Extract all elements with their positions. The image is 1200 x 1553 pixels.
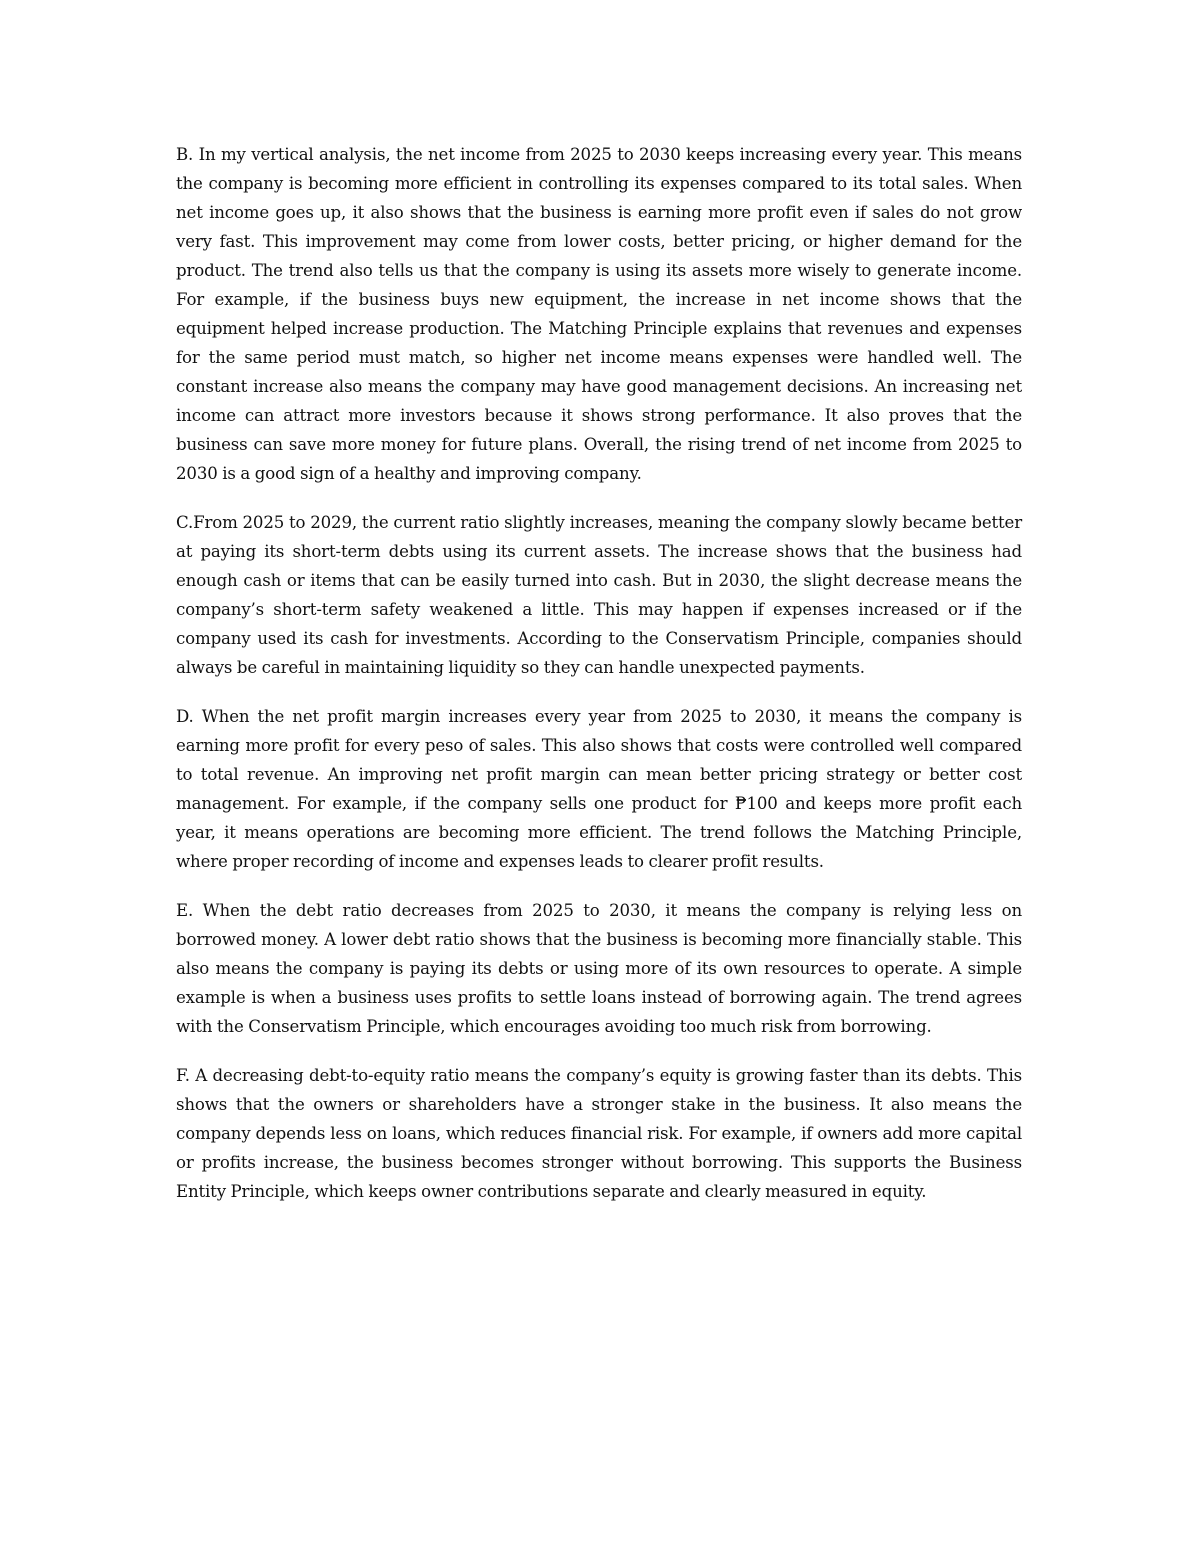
paragraph-e: E. When the debt ratio decreases from 2025 to 2030, it means the company is relying less on borrowed money. A lower debt ratio shows that the business is becoming more financially stable. This also means the company is paying its debts or using more of its own resources to operate. A simple example is when a business uses profits to settle loans instead of borrowing again. The trend agrees with the Conservatism Principle, which encourages avoiding too much risk from borrowing. xyxy=(176,901,1022,1036)
paragraph-c: C.From 2025 to 2029, the current ratio slightly increases, meaning the company slowly became better at paying its short-term debts using its current assets. The increase shows that the business had enough cash or items that can be easily turned into cash. But in 2030, the slight decrease means the company’s short-term safety weakened a little. This may happen if expenses increased or if the company used its cash for investments. According to the Conservatism Principle, companies should always be careful in maintaining liquidity so they can handle unexpected payments. xyxy=(176,513,1022,677)
document-body xyxy=(176,140,1022,1226)
paragraph-d: D. When the net profit margin increases every year from 2025 to 2030, it means the company is earning more profit for every peso of sales. This also shows that costs were controlled well compared to total revenue. An improving net profit margin can mean better pricing strategy or better cost management. For example, if the company sells one product for ₱100 and keeps more profit each year, it means operations are becoming more efficient. The trend follows the Matching Principle, where proper recording of income and expenses leads to clearer profit results. xyxy=(176,707,1022,871)
paragraph-f: F. A decreasing debt-to-equity ratio means the company’s equity is growing faster than its debts. This shows that the owners or shareholders have a stronger stake in the business. It also means the company depends less on loans, which reduces financial risk. For example, if owners add more capital or profits increase, the business becomes stronger without borrowing. This supports the Business Entity Principle, which keeps owner contributions separate and clearly measured in equity. xyxy=(176,1066,1022,1201)
paragraph-b: B. In my vertical analysis, the net income from 2025 to 2030 keeps increasing every year. This means the company is becoming more efficient in controlling its expenses compared to its total sales. When net income goes up, it also shows that the business is earning more profit even if sales do not grow very fast. This improvement may come from lower costs, better pricing, or higher demand for the product. The trend also tells us that the company is using its assets more wisely to generate income. For example, if the business buys new equipment, the increase in net income shows that the equipment helped increase production. The Matching Principle explains that revenues and expenses for the same period must match, so higher net income means expenses were handled well. The constant increase also means the company may have good management decisions. An increasing net income can attract more investors because it shows strong performance. It also proves that the business can save more money for future plans. Overall, the rising trend of net income from 2025 to 2030 is a good sign of a healthy and improving company. xyxy=(176,145,1022,483)
